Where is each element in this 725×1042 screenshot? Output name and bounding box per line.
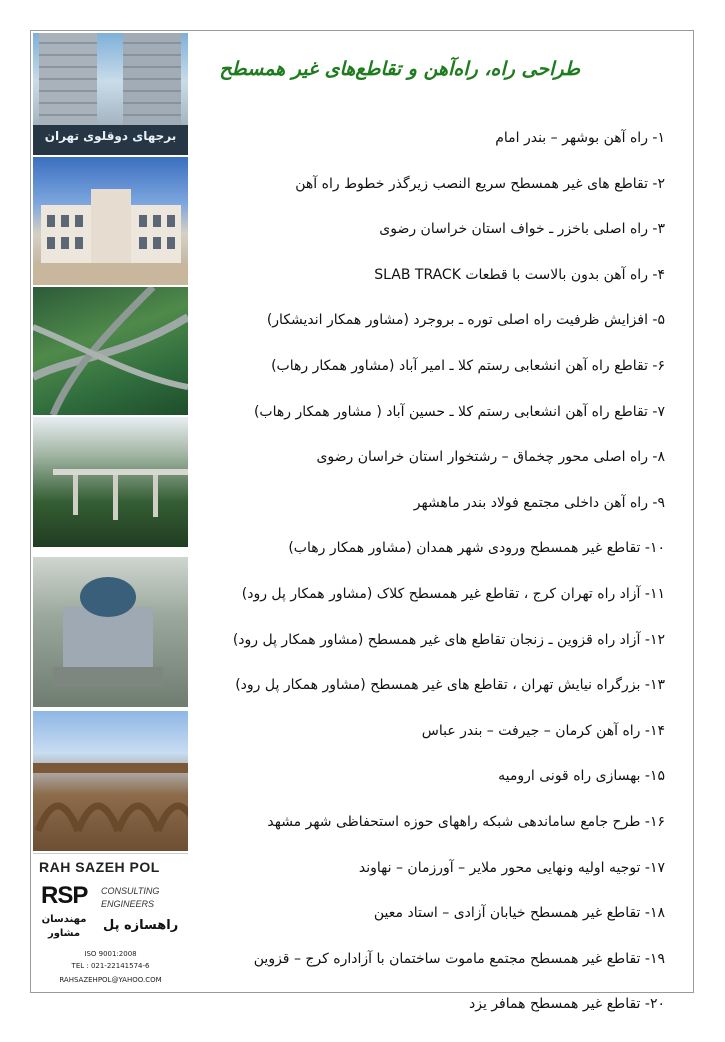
company-logo	[33, 853, 188, 991]
logo-iso: ISO 9001:2008	[84, 950, 137, 958]
list-item: ۱۷- توجیه اولیه ونهایی محور ملایر – آورزمان – نهاوند	[358, 859, 665, 876]
project-list	[225, 130, 665, 1042]
list-item: ۱۱- آزاد راه تهران کرج ، تقاطع غیر همسطح کلاک (مشاور همکار پل رود)	[241, 585, 665, 602]
logo-fa-line1: مهندسان	[41, 914, 87, 925]
list-item: ۷- تقاطع راه آهن انشعابی رستم کلا ـ حسین آباد ( مشاور همکار رهاب)	[253, 403, 665, 420]
sidebar-photo-strip	[33, 33, 188, 990]
logo-tel: TEL : 021-22141574-6	[71, 962, 150, 970]
photo-interchange	[33, 287, 188, 415]
logo-fa-name: راهسازه پل	[103, 918, 179, 933]
logo-fa-line2: مشاور	[47, 928, 81, 939]
list-item: ۱۰- تقاطع غیر همسطح ورودی شهر همدان (مشاور همکار رهاب)	[288, 540, 665, 557]
logo-email: RAHSAZEHPOL@YAHOO.COM	[59, 976, 162, 984]
logo-engineers: ENGINEERS	[101, 899, 155, 909]
photo-arch-bridge	[33, 711, 188, 851]
list-item: ۵- افزایش ظرفیت راه اصلی توره ـ بروجرد (مشاور همکار اندیشکار)	[266, 312, 665, 329]
list-item: ۲۰- تقاطع غیر همسطح همافر یزد	[469, 996, 665, 1013]
list-item: ۱۲- آزاد راه قزوین ـ زنجان تقاطع های غیر همسطح (مشاور همکار پل رود)	[232, 631, 665, 648]
photo-bridge	[33, 417, 188, 547]
list-item: ۱- راه آهن بوشهر – بندر امام	[495, 130, 665, 146]
photo-caption: برجهای دوقلوی تهران	[44, 129, 177, 143]
list-item: ۱۶- طرح جامع ساماندهی شبکه راههای حوزه استحفاظی شهر مشهد	[267, 813, 665, 830]
list-item: ۱۸- تقاطع غیر همسطح خیابان آزادی – استاد معین	[373, 905, 665, 922]
page-title: طراحی راه، راه‌آهن و تقاطع‌های غیر همسطح	[219, 58, 580, 80]
photo-building	[33, 157, 188, 285]
photo-dome-complex	[33, 557, 188, 707]
logo-mark: RSP	[41, 882, 88, 909]
logo-title: RAH SAZEH POL	[39, 859, 160, 875]
list-item: ۴- راه آهن بدون بالاست با قطعات SLAB TRACK	[374, 266, 665, 283]
list-item: ۳- راه اصلی باخزر ـ خواف استان خراسان رضوی	[379, 221, 665, 238]
list-item: ۱۹- تقاطع غیر همسطح مجتمع ماموت ساختمان با آزاداره کرج – قزوین	[253, 950, 665, 967]
list-item: ۸- راه اصلی محور چخماق – رشتخوار استان خراسان رضوی	[316, 449, 665, 466]
logo-consulting: CONSULTING	[101, 886, 160, 896]
list-item: ۲- تقاطع های غیر همسطح سریع النصب زیرگذر خطوط راه آهن	[295, 175, 665, 192]
list-item: ۶- تقاطع راه آهن انشعابی رستم کلا ـ امیر آباد (مشاور همکار رهاب)	[271, 357, 665, 374]
list-item: ۹- راه آهن داخلی مجتمع فولاد بندر ماهشهر	[413, 494, 665, 511]
list-item: ۱۴- راه آهن کرمان – جیرفت – بندر عباس	[421, 722, 665, 739]
list-item: ۱۳- بزرگراه نیایش تهران ، تقاطع های غیر همسطح (مشاور همکار پل رود)	[235, 677, 665, 694]
list-item: ۱۵- بهسازی راه قونی ارومیه	[498, 768, 665, 785]
photo-twin-towers	[33, 33, 188, 155]
